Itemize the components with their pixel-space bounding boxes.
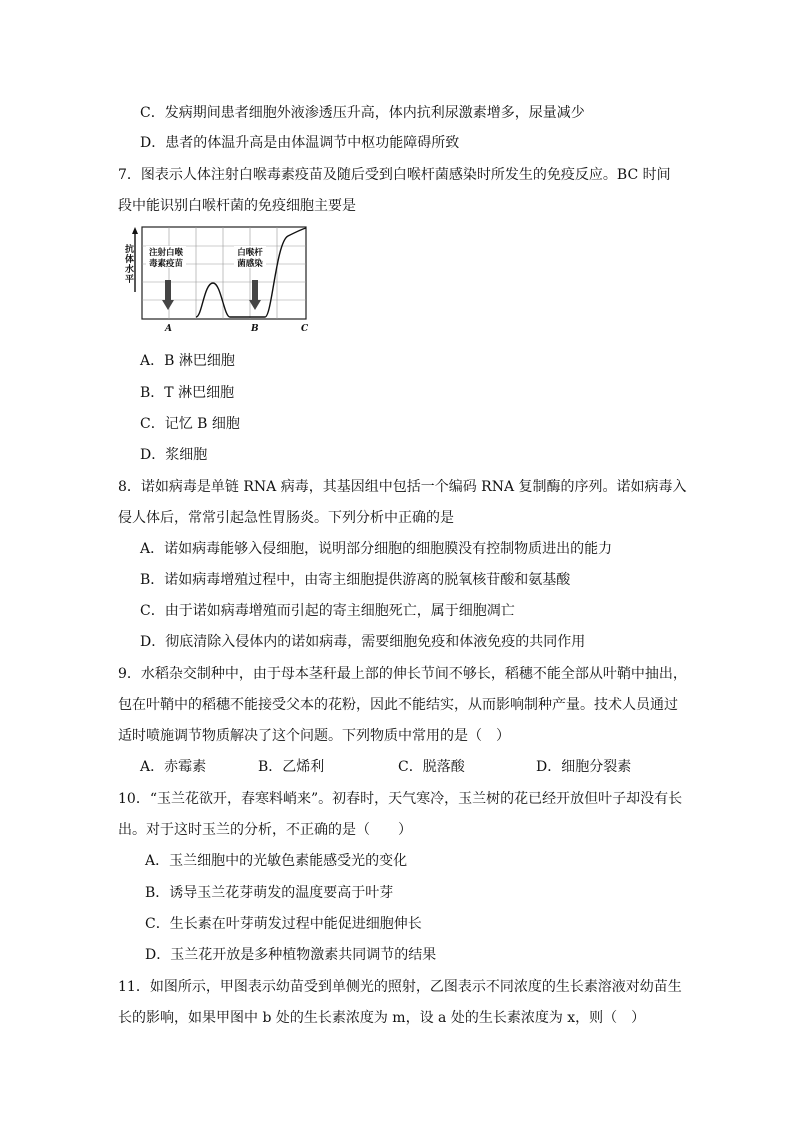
q8-option-d: D．彻底清除入侵体内的诺如病毒，需要细胞免疫和体液免疫的共同作用 [140, 634, 586, 650]
q7-option-c: C．记忆 B 细胞 [140, 416, 240, 432]
q11-stem-line-1: 11．如图所示，甲图表示幼苗受到单侧光的照射，乙图表示不同浓度的生长素溶液对幼苗生 [118, 979, 682, 995]
q6-option-c: C．发病期间患者细胞外液渗透压升高，体内抗利尿激素增多，尿量减少 [140, 105, 585, 121]
y-axis-label [125, 243, 134, 285]
tick-c: C [301, 324, 309, 334]
q7-antibody-figure [120, 224, 312, 336]
inject-label-line-2: 毒素疫苗 [148, 259, 184, 269]
tick-a: A [165, 324, 172, 334]
q9-stem-line-3: 适时喷施调节物质解决了这个问题。下列物质中常用的是（ ） [118, 728, 510, 744]
tick-b: B [251, 324, 259, 334]
q8-stem-line-1: 8．诺如病毒是单链 RNA 病毒，其基因组中包括一个编码 RNA 复制酶的序列。诺如病毒入 [118, 479, 687, 495]
q9-stem-line-1: 9．水稻杂交制种中，由于母本茎秆最上部的伸长节间不够长，稻穗不能全部从叶鞘中抽出， [118, 666, 687, 682]
q10-stem-line-2: 出。对于这时玉兰的分析，不正确的是（ ） [118, 822, 412, 838]
q10-option-b: B．诱导玉兰花芽萌发的温度要高于叶芽 [145, 885, 394, 901]
q9-option-b: B．乙烯利 [258, 759, 325, 775]
y-axis-label-char: 抗 [125, 245, 135, 255]
q7-stem-line-1: 7．图表示人体注射白喉毒素疫苗及随后受到白喉杆菌感染时所发生的免疫反应。BC 时间 [118, 167, 671, 183]
q9-option-d: D．细胞分裂素 [536, 759, 632, 775]
q7-option-d: D．浆细胞 [140, 447, 208, 463]
inject-label-line-1: 注射白喉 [148, 248, 184, 258]
y-axis-label-char: 体 [125, 255, 135, 265]
y-axis-arrowhead [132, 227, 138, 234]
infect-label-line-2: 菌感染 [237, 259, 263, 269]
q10-stem-line-1: 10．“玉兰花欲开，春寒料峭来”。初春时，天气寒冷，玉兰树的花已经开放但叶子却没有长 [118, 791, 683, 807]
q11-stem-line-2: 长的影响，如果甲图中 b 处的生长素浓度为 m，设 a 处的生长素浓度为 x，则（ ） [118, 1010, 646, 1026]
q7-option-a: A．B 淋巴细胞 [140, 353, 235, 369]
q10-option-d: D．玉兰花开放是多种植物激素共同调节的结果 [145, 947, 437, 963]
q9-option-c: C．脱落酸 [398, 759, 465, 775]
y-axis-label-char: 平 [125, 275, 135, 285]
q9-stem-line-2: 包在叶鞘中的稻穗不能接受父本的花粉，因此不能结实，从而影响制种产量。技术人员通过 [118, 697, 678, 713]
q10-option-a: A．玉兰细胞中的光敏色素能感受光的变化 [145, 853, 408, 869]
q8-stem-line-2: 侵人体后，常常引起急性胃肠炎。下列分析中正确的是 [118, 510, 454, 526]
y-axis-label-char: 水 [125, 265, 135, 275]
q7-option-b: B．T 淋巴细胞 [140, 385, 235, 401]
q8-option-a: A．诺如病毒能够入侵细胞，说明部分细胞的细胞膜没有控制物质进出的能力 [140, 541, 613, 557]
q8-option-c: C．由于诺如病毒增殖而引起的寄主细胞死亡，属于细胞凋亡 [140, 603, 515, 619]
q8-option-b: B．诺如病毒增殖过程中，由寄主细胞提供游离的脱氧核苷酸和氨基酸 [140, 572, 571, 588]
q7-stem-line-2: 段中能识别白喉杆菌的免疫细胞主要是 [118, 198, 356, 214]
q10-option-c: C．生长素在叶芽萌发过程中能促进细胞伸长 [145, 916, 422, 932]
q9-option-a: A．赤霉素 [140, 759, 207, 775]
q6-option-d: D．患者的体温升高是由体温调节中枢功能障碍所致 [140, 135, 460, 151]
infect-label-line-1: 白喉杆 [237, 248, 263, 258]
